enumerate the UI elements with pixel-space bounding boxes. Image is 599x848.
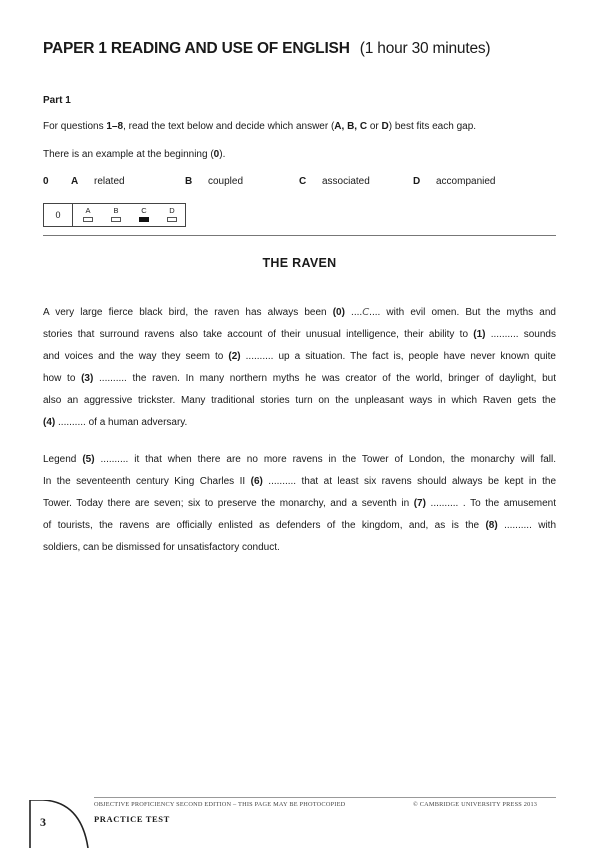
gap-number-3: (3) xyxy=(81,373,94,384)
footer-copyright: © CAMBRIDGE UNIVERSITY PRESS 2013 xyxy=(413,801,538,808)
example-answer-box xyxy=(43,203,186,227)
instruction-letters: A, B, C xyxy=(334,121,368,132)
gap-number-1: (1) xyxy=(473,329,486,340)
gap-number-7: (7) xyxy=(413,498,426,509)
option-letter-b: B xyxy=(185,176,193,187)
paragraph-2-line-1 xyxy=(43,454,556,465)
instruction-text: , read the text below and decide which answer ( xyxy=(123,121,335,132)
paragraph-2-line-5 xyxy=(43,542,556,553)
page-tab-curve xyxy=(29,800,89,848)
answer-letter-b: B xyxy=(113,206,119,215)
option-letter-c: C xyxy=(299,176,307,187)
footer-section: PRACTICE TEST xyxy=(94,814,170,824)
option-letter-d: D xyxy=(413,176,421,187)
footer-rule xyxy=(94,797,556,798)
answer-option-d xyxy=(165,206,179,222)
paragraph-2-line-4 xyxy=(43,520,556,531)
paragraph-2-line-3 xyxy=(43,498,556,509)
paragraph-1-line-4 xyxy=(43,373,556,384)
instruction-text: or xyxy=(367,121,382,132)
paper-title xyxy=(43,40,490,58)
answer-option-a xyxy=(81,206,95,222)
page-number: 3 xyxy=(40,815,46,829)
text-run: .......... the raven. In many northern myths he was creator of the world, bringer of daylight, but xyxy=(93,373,556,384)
paragraph-1-line-5 xyxy=(43,395,556,406)
answer-letter-c: C xyxy=(141,206,147,215)
instruction-line-1 xyxy=(43,121,476,132)
option-letter-a: A xyxy=(71,176,79,187)
text-run: Tower. Today there are seven; six to preserve the monarchy, and a seventh in xyxy=(43,498,414,509)
text-run: .......... sounds xyxy=(485,329,556,340)
answer-bubble-d xyxy=(167,217,177,222)
option-word-b: coupled xyxy=(208,176,244,187)
option-word-a: related xyxy=(94,176,125,187)
gap-dots: .... xyxy=(344,307,363,318)
option-word-c: associated xyxy=(322,176,370,187)
text-run: .......... of a human adversary. xyxy=(55,417,188,428)
instruction-text: ) best fits each gap. xyxy=(388,121,477,132)
text-run: of tourists, the ravens are officially enlisted as defenders of the kingdom, and, as is the xyxy=(43,520,486,531)
answer-letter-a: A xyxy=(85,206,91,215)
text-run: .... with evil omen. But the myths and xyxy=(369,307,556,318)
instruction-question-range: 1–8 xyxy=(106,121,124,132)
paragraph-1-line-3 xyxy=(43,351,556,362)
part-heading: Part 1 xyxy=(43,95,71,106)
instruction-line-2 xyxy=(43,149,225,160)
text-run: .......... it that when there are no more ravens in the Tower of London, the monarchy will fall. xyxy=(94,454,557,465)
paragraph-2-line-2 xyxy=(43,476,556,487)
gap-number-5: (5) xyxy=(82,454,95,465)
instruction-letter-d: D xyxy=(381,121,389,132)
paragraph-1-line-1 xyxy=(43,307,556,318)
example-options-row xyxy=(0,176,599,190)
answer-box-number: 0 xyxy=(44,204,73,226)
divider-rule xyxy=(43,235,556,236)
gap-number-8: (8) xyxy=(485,520,498,531)
answer-bubble-a xyxy=(83,217,93,222)
example-gap-answer: C xyxy=(362,307,370,318)
text-run: how to xyxy=(43,373,82,384)
option-word-d: accompanied xyxy=(436,176,496,187)
answer-bubble-b xyxy=(111,217,121,222)
answer-option-b xyxy=(109,206,123,222)
answer-option-c xyxy=(137,206,151,222)
text-run: .......... with xyxy=(497,520,557,531)
answer-letter-d: D xyxy=(169,206,175,215)
text-run: A very large fierce black bird, the raven has always been xyxy=(43,307,333,318)
answer-bubble-c-selected xyxy=(139,217,149,222)
text-run: and voices and the way they seem to xyxy=(43,351,229,362)
text-run: .......... . To the amusement xyxy=(425,498,556,509)
footer-edition: OBJECTIVE PROFICIENCY SECOND EDITION – THIS PAGE MAY BE PHOTOCOPIED xyxy=(94,801,346,808)
paragraph-1-line-2 xyxy=(43,329,556,340)
text-title: THE RAVEN xyxy=(262,256,337,270)
text-run: also an aggressive trickster. Many traditional stories turn on the unpleasant ways in which Raven gets the xyxy=(43,395,556,406)
text-run: soldiers, can be dismissed for unsatisfactory conduct. xyxy=(43,542,280,553)
text-run: stories that surround ravens also take account of their unusual intelligence, their ability to xyxy=(43,329,474,340)
text-run: Legend xyxy=(43,454,83,465)
paper-title-text: PAPER 1 READING AND USE OF ENGLISH xyxy=(43,40,350,57)
text-run: .......... that at least six ravens should always be kept in the xyxy=(262,476,557,487)
instruction-text: For questions xyxy=(43,121,107,132)
text-run: .......... up a situation. The fact is, people have never known quite xyxy=(240,351,556,362)
example-number: 0 xyxy=(43,176,49,187)
paper-duration: (1 hour 30 minutes) xyxy=(359,40,491,57)
text-run: In the seventeenth century King Charles II xyxy=(43,476,251,487)
instruction-text: ). xyxy=(219,149,226,160)
gap-number-0: (0) xyxy=(332,307,345,318)
gap-number-6: (6) xyxy=(250,476,263,487)
paragraph-1-line-6 xyxy=(43,417,556,428)
instruction-example-number: 0 xyxy=(213,149,220,160)
gap-number-2: (2) xyxy=(228,351,241,362)
instruction-text: There is an example at the beginning ( xyxy=(43,149,214,160)
gap-number-4: (4) xyxy=(43,417,56,428)
